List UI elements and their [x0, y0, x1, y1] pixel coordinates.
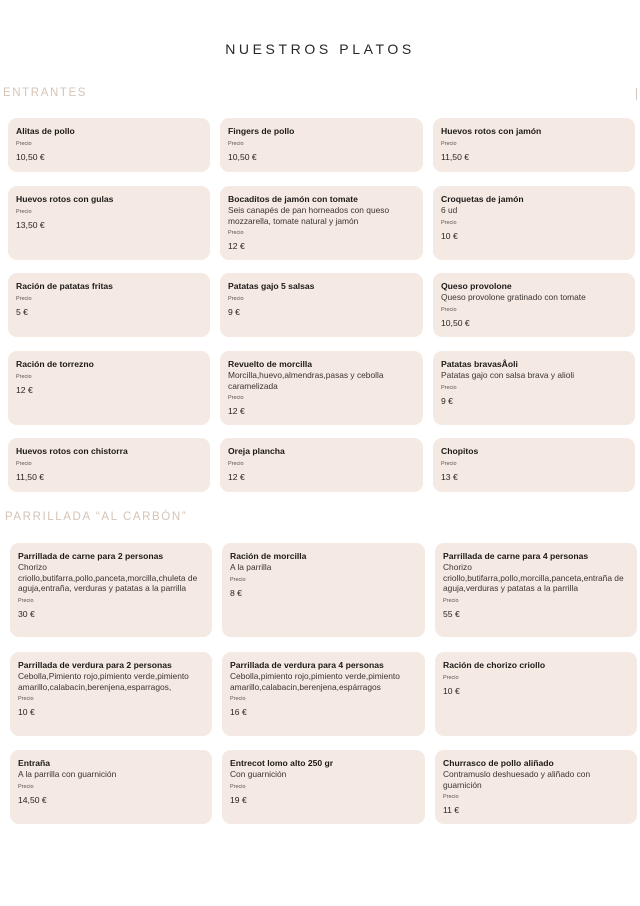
- menu-item-name: Queso provolone: [441, 281, 512, 291]
- menu-item-price-label: Precio: [18, 783, 34, 790]
- menu-item-card: [8, 351, 210, 425]
- menu-item-price-label: Precio: [18, 696, 34, 702]
- menu-item-card: [433, 186, 635, 260]
- menu-item-name: Parrillada de verdura para 2 personas: [18, 660, 172, 670]
- menu-item-name: Revuelto de morcilla: [228, 359, 313, 369]
- menu-item-price-label: Precio: [441, 219, 457, 226]
- menu-item-card: [220, 438, 423, 492]
- menu-item-name: Ración de chorizo criollo: [443, 660, 546, 670]
- menu-item-name: Entrecot lomo alto 250 gr: [230, 758, 334, 768]
- section-title-parrillada: PARRILLADA “AL CARBÓN”: [5, 511, 188, 523]
- menu-item-price-label: Precio: [443, 794, 459, 800]
- menu-item-card: [8, 273, 210, 337]
- menu-item-price-label: Precio: [443, 675, 459, 681]
- menu-item-price: 30 €: [18, 608, 35, 619]
- menu-item-description: A la parrilla: [230, 562, 272, 572]
- menu-item-description: Queso provolone gratinado con tomate: [441, 292, 586, 302]
- menu-item-name: Bocaditos de jamón con tomate: [228, 194, 358, 204]
- menu-item-price: 5 €: [16, 307, 28, 317]
- menu-item-price-label: Precio: [441, 384, 457, 391]
- menu-item-name: Huevos rotos con gulas: [16, 194, 114, 204]
- menu-item-card: [10, 652, 212, 736]
- menu-item-name: Fingers de pollo: [228, 126, 295, 136]
- page-title: NUESTROS PLATOS: [225, 41, 415, 57]
- menu-item-card: [220, 351, 423, 425]
- menu-item-name: Croquetas de jamón: [441, 194, 524, 204]
- menu-item-price-label: Precio: [16, 461, 32, 467]
- menu-item-price: 10,50 €: [228, 152, 257, 162]
- menu-item-card: [8, 118, 210, 172]
- menu-item-name: Huevos rotos con chistorra: [16, 446, 128, 456]
- menu-item-price: 9 €: [441, 395, 453, 406]
- menu-item-card: [10, 543, 212, 637]
- menu-item-description: Seis canapés de pan horneados con queso mozzarella, tomate natural y jamón: [228, 205, 390, 226]
- menu-item-price: 11,50 €: [441, 152, 470, 162]
- menu-item-name: Huevos rotos con jamón: [441, 126, 542, 136]
- menu-item-name: Patatas gajo 5 salsas: [228, 281, 315, 291]
- menu-item-price: 12 €: [228, 241, 245, 251]
- section-title-entrantes: ENTRANTES: [3, 87, 88, 99]
- menu-item-price-label: Precio: [16, 296, 32, 302]
- menu-item-price: 10,50 €: [16, 152, 45, 162]
- menu-item-name: Alitas de pollo: [16, 126, 75, 136]
- menu-item-price: 10,50 €: [441, 317, 470, 328]
- menu-item-price: 8 €: [230, 587, 242, 598]
- menu-item-description: 6 ud: [441, 205, 458, 215]
- menu-item-price: 13,50 €: [16, 220, 45, 230]
- menu-item-price-label: Precio: [228, 296, 244, 302]
- menu-item-price: 10 €: [18, 707, 35, 717]
- menu-item-price: 11,50 €: [16, 472, 45, 482]
- menu-item-card: [435, 652, 637, 736]
- menu-item-card: [220, 273, 423, 337]
- menu-item-name: Oreja plancha: [228, 446, 285, 456]
- menu-item-card: [435, 750, 637, 824]
- menu-item-card: [222, 652, 425, 736]
- menu-item-description: Morcilla,huevo,almendras,pasas y cebolla caramelizada: [228, 370, 384, 391]
- menu-item-price-label: Precio: [228, 395, 244, 401]
- menu-item-description: A la parrilla con guarnición: [18, 769, 117, 779]
- menu-item-price: 19 €: [230, 794, 247, 805]
- menu-item-name: Ración de torrezno: [16, 359, 94, 369]
- divider: [636, 88, 637, 100]
- menu-item-price-label: Precio: [18, 597, 34, 604]
- menu-item-price: 55 €: [443, 608, 460, 619]
- menu-item-price: 12 €: [228, 472, 245, 482]
- menu-item-price: 11 €: [443, 805, 460, 815]
- menu-item-card: [8, 438, 210, 492]
- menu-item-price-label: Precio: [230, 576, 246, 583]
- menu-item-description: Chorizo criollo,butifarra,pollo,panceta,morcilla,chuleta de aguja,entraña, verduras y patatas a la parrilla: [18, 562, 198, 593]
- menu-item-name: Ración de patatas fritas: [16, 281, 113, 291]
- menu-item-price-label: Precio: [228, 461, 244, 467]
- menu-item-name: Chopitos: [441, 446, 479, 456]
- menu-item-price: 13 €: [441, 472, 458, 482]
- menu-item-price-label: Precio: [16, 209, 32, 215]
- menu-item-price-label: Precio: [230, 696, 246, 702]
- menu-item-price-label: Precio: [16, 374, 32, 380]
- menu-item-description: Cebolla,pimiento rojo,pimiento verde,pimiento amarillo,calabacin,berenjena,espárragos: [230, 671, 400, 692]
- menu-item-card: [433, 118, 635, 172]
- menu-item-price-label: Precio: [228, 230, 244, 236]
- menu-item-description: Contramuslo deshuesado y aliñado con guarnición: [443, 769, 591, 790]
- menu-item-card: [8, 186, 210, 260]
- menu-item-price-label: Precio: [441, 141, 457, 147]
- menu-item-name: Patatas bravasÂoli: [441, 359, 518, 369]
- menu-item-description: Patatas gajo con salsa brava y alioli: [441, 370, 575, 380]
- menu-item-name: Entraña: [18, 758, 50, 768]
- menu-item-price: 16 €: [230, 707, 247, 717]
- menu-item-price-label: Precio: [443, 597, 459, 604]
- menu-item-price: 9 €: [228, 307, 240, 317]
- menu-item-card: [433, 438, 635, 492]
- menu-item-card: [433, 351, 635, 425]
- menu-item-name: Ración de morcilla: [230, 551, 307, 561]
- menu-item-name: Churrasco de pollo aliñado: [443, 758, 554, 768]
- menu-item-card: [10, 750, 212, 824]
- menu-item-card: [220, 118, 423, 172]
- menu-item-price-label: Precio: [441, 306, 457, 313]
- menu-item-name: Parrillada de verdura para 4 personas: [230, 660, 384, 670]
- menu-item-name: Parrillada de carne para 2 personas: [18, 551, 164, 561]
- menu-item-description: Chorizo criollo,butifarra,pollo,morcilla,panceta,entraña de aguja,verduras y patatas a la parrilla: [443, 562, 624, 593]
- menu-item-card: [433, 273, 635, 337]
- menu-item-price: 10 €: [443, 686, 460, 696]
- menu-item-price-label: Precio: [441, 461, 457, 467]
- menu-item-price: 12 €: [228, 406, 245, 416]
- menu-item-card: [220, 186, 423, 260]
- menu-item-price-label: Precio: [16, 141, 32, 147]
- menu-item-price: 10 €: [441, 230, 458, 241]
- menu-item-price-label: Precio: [230, 783, 246, 790]
- menu-item-card: [222, 543, 425, 637]
- menu-item-card: [222, 750, 425, 824]
- menu-item-description: Con guarnición: [230, 769, 287, 779]
- menu-item-price: 14,50 €: [18, 794, 47, 805]
- menu-item-name: Parrillada de carne para 4 personas: [443, 551, 589, 561]
- menu-item-description: Cebolla,Pimiento rojo,pimiento verde,pimiento amarillo,calabacin,berenjena,esparragos,: [18, 671, 189, 692]
- menu-item-card: [435, 543, 637, 637]
- menu-item-price-label: Precio: [228, 141, 244, 147]
- menu-item-price: 12 €: [16, 385, 33, 395]
